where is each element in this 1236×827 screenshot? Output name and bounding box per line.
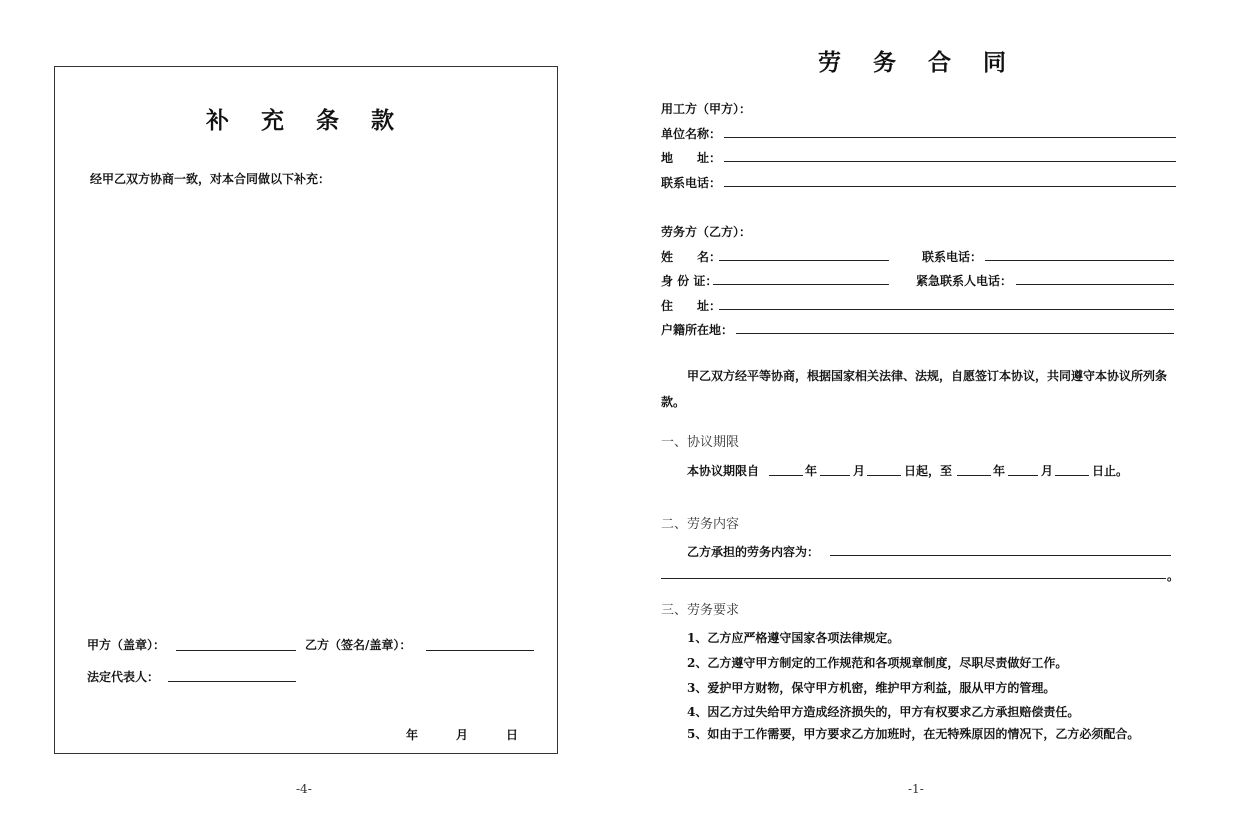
name-label: 姓 名： [661,250,722,264]
id-card-label: 身 份 证： [661,274,718,288]
address-a-line[interactable] [724,161,1176,162]
household-line[interactable] [736,333,1174,334]
address-a-label: 地 址： [661,151,722,165]
requirement-item: 1、乙方应严格遵守国家各项法律规定。 [687,631,900,645]
term-year2: 年 [993,464,1006,478]
party-b-sign-label: 乙方（签名/盖章）： [305,638,412,652]
start-day-blank[interactable] [867,475,901,476]
end-year-blank[interactable] [957,475,991,476]
party-a-seal-line[interactable] [176,650,296,651]
id-card-line[interactable] [713,284,889,285]
term-month1: 月 [853,464,866,478]
section3-title: 三、劳务要求 [661,603,740,618]
page-number-right: -1- [908,782,924,796]
legal-rep-line[interactable] [168,681,296,682]
content-line-2[interactable] [661,578,1166,579]
requirement-item: 5、如由于工作需要，甲方要求乙方加班时，在无特殊原因的情况下，乙方必须配合。 [687,727,1140,741]
end-month-blank[interactable] [1008,475,1038,476]
section1-title: 一、协议期限 [661,435,740,450]
term-year1: 年 [805,464,818,478]
content-label: 乙方承担的劳务内容为： [687,545,820,559]
phone-b-label: 联系电话： [922,250,983,264]
residence-line[interactable] [719,309,1174,310]
requirement-item: 4、因乙方过失给甲方造成经济损失的，甲方有权要求乙方承担赔偿责任。 [687,705,1080,719]
start-year-blank[interactable] [769,475,803,476]
party-a-header: 用工方（甲方）： [661,102,752,116]
content-end-mark: 。 [1167,569,1180,583]
supplement-intro: 经甲乙双方协商一致，对本合同做以下补充： [90,172,331,186]
phone-a-label: 联系电话： [661,176,722,190]
phone-b-line[interactable] [985,260,1174,261]
term-month2: 月 [1041,464,1054,478]
name-line[interactable] [719,260,889,261]
date-year: 年 [406,728,419,742]
start-month-blank[interactable] [820,475,850,476]
term-until-text: 日起，至 [904,464,953,478]
contract-title: 劳 务 合 同 [817,49,1019,76]
content-line-1[interactable] [830,555,1171,556]
section2-title: 二、劳务内容 [661,517,740,532]
unit-name-line[interactable] [724,137,1176,138]
preamble-paragraph: 甲乙双方经平等协商，根据国家相关法律、法规，自愿签订本协议，共同遵守本协议所列条款。 [661,369,1168,409]
requirement-item: 3、爱护甲方财物，保守甲方机密，维护甲方利益，服从甲方的管理。 [687,681,1056,695]
emergency-phone-label: 紧急联系人电话： [916,274,1013,288]
term-start-text: 本协议期限自 [687,464,760,478]
supplement-title: 补 充 条 款 [205,107,407,134]
residence-label: 住 址： [661,299,722,313]
end-day-blank[interactable] [1055,475,1089,476]
household-label: 户籍所在地： [661,323,734,337]
requirement-item: 2、乙方遵守甲方制定的工作规范和各项规章制度，尽职尽责做好工作。 [687,656,1068,670]
date-day: 日 [506,728,519,742]
emergency-phone-line[interactable] [1016,284,1174,285]
party-b-sign-line[interactable] [426,650,534,651]
legal-rep-label: 法定代表人： [87,670,160,684]
party-a-seal-label: 甲方（盖章）： [87,638,166,652]
party-b-header: 劳务方（乙方）： [661,225,752,239]
phone-a-line[interactable] [724,186,1176,187]
unit-name-label: 单位名称： [661,127,722,141]
date-month: 月 [456,728,469,742]
term-end-text: 日止。 [1092,464,1129,478]
page-number-left: -4- [296,782,312,796]
